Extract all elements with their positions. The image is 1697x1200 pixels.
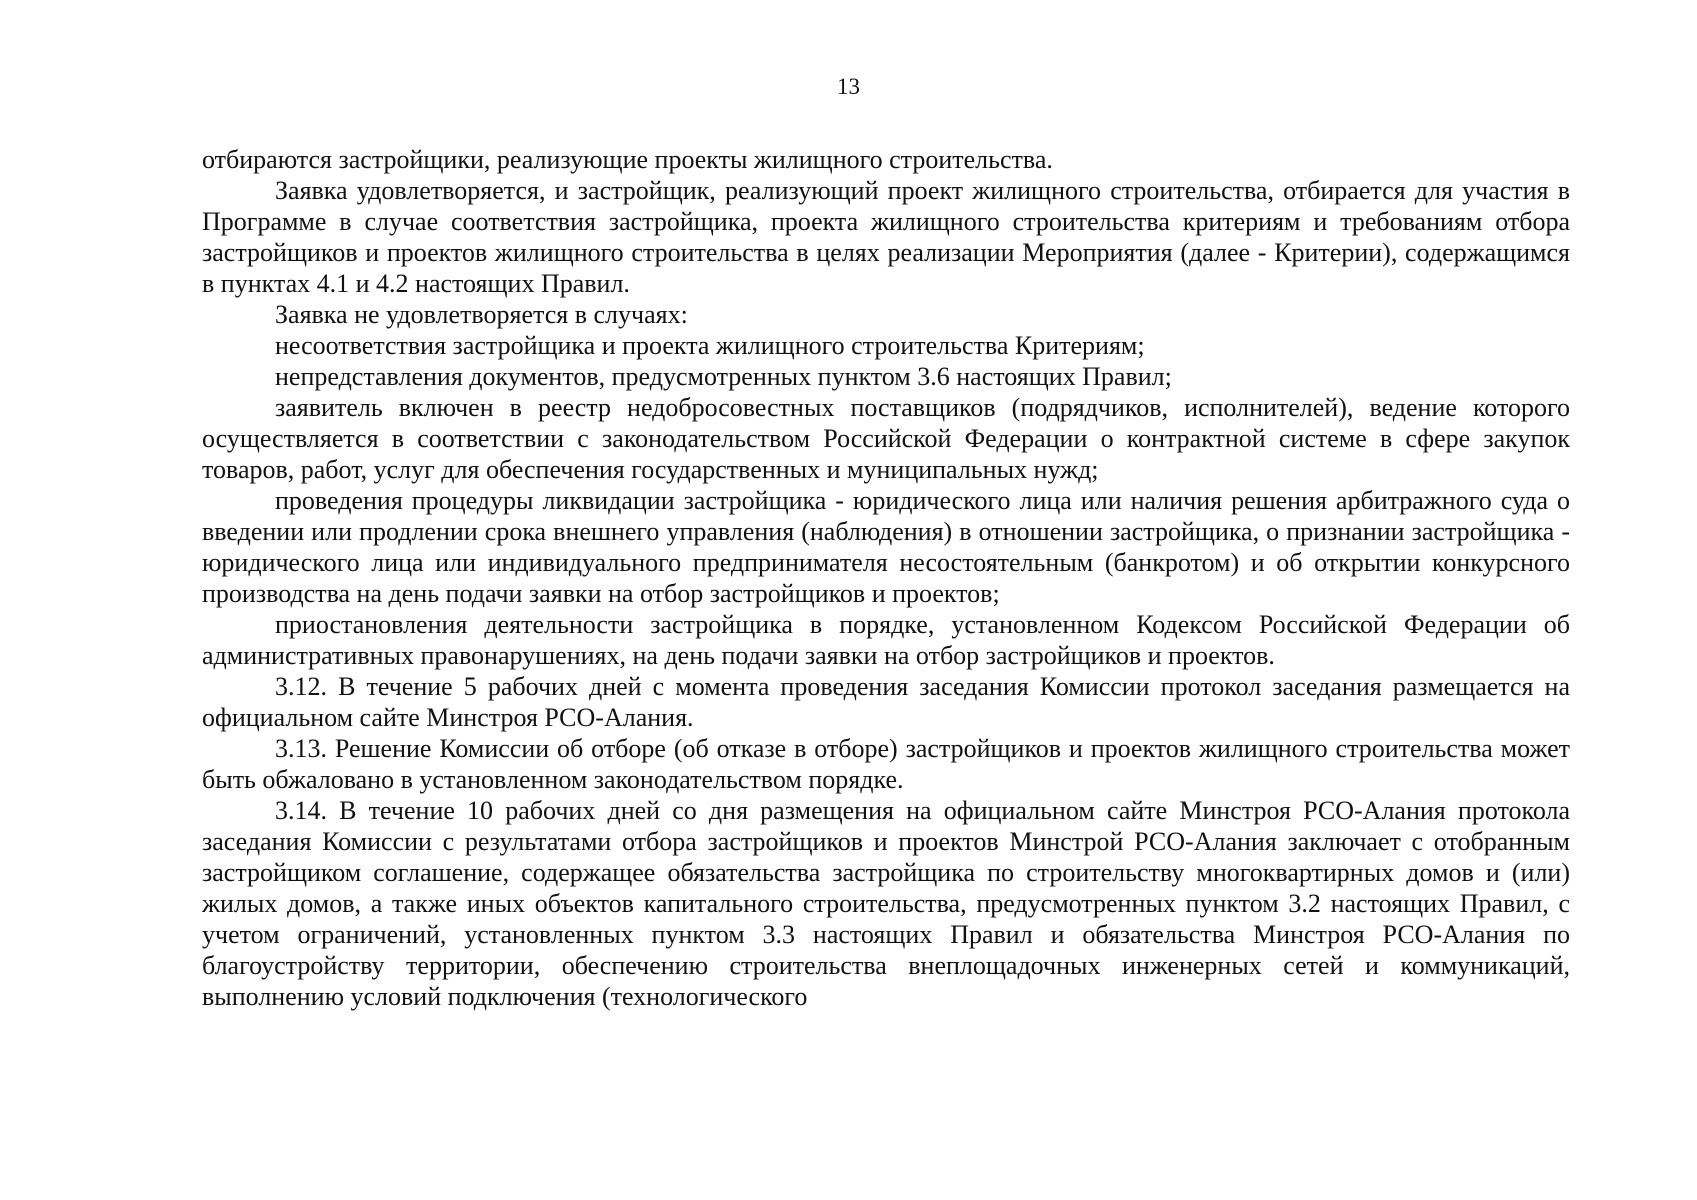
paragraph-application-approved: Заявка удовлетворяется, и застройщик, реализующий проект жилищного строительства, отбирается для участия в Программе в случае соответствия застройщика, проекта жилищного строительства критериям и требованиям отбора застройщиков и проектов жилищного строительства в целях реализации Мероприятия (далее - Критерии), содержащимся в пунктах 4.1 и 4.2 настоящих Правил. <box>202 176 1570 298</box>
paragraph-rejection-liquidation: проведения процедуры ликвидации застройщика - юридического лица или наличия решения арбитражного суда о введении или продлении срока внешнего управления (наблюдения) в отношении застройщика, о признании застройщика - юридического лица или индивидуального предпринимателя несостоятельным (банкротом) и об открытии конкурсного производства на день подачи заявки на отбор застройщиков и проектов; <box>202 486 1570 608</box>
paragraph-3-14: 3.14. В течение 10 рабочих дней со дня размещения на официальном сайте Минстроя РСО-Алания протокола заседания Комиссии с результатами отбора застройщиков и проектов Минстрой РСО-Алания заключает с отобранным застройщиком соглашение, содержащее обязательства застройщика по строительству многоквартирных домов и (или) жилых домов, а также иных объектов капитального строительства, предусмотренных пунктом 3.2 настоящих Правил, с учетом ограничений, установленных пунктом 3.3 настоящих Правил и обязательства Минстроя РСО-Алания по благоустройству территории, обеспечению строительства внеплощадочных инженерных сетей и коммуникаций, выполнению условий подключения (технологического <box>202 796 1570 1011</box>
paragraph-rejection-missing-documents: непредставления документов, предусмотренных пунктом 3.6 настоящих Правил; <box>275 362 1172 391</box>
paragraph-rejection-suspension: приостановления деятельности застройщика в порядке, установленном Кодексом Российской Федерации об административных правонарушениях, на день подачи заявки на отбор застройщиков и проектов. <box>202 610 1570 670</box>
page-number: 13 <box>837 74 860 99</box>
paragraph-continuation: отбираются застройщики, реализующие проекты жилищного строительства. <box>202 145 1053 174</box>
paragraph-3-13: 3.13. Решение Комиссии об отборе (об отказе в отборе) застройщиков и проектов жилищного строительства может быть обжаловано в установленном законодательством порядке. <box>202 734 1570 794</box>
document-body <box>202 144 1570 1012</box>
paragraph-3-12: 3.12. В течение 5 рабочих дней с момента проведения заседания Комиссии протокол заседания размещается на официальном сайте Минстроя РСО-Алания. <box>202 672 1570 732</box>
paragraph-rejection-unfair-suppliers: заявитель включен в реестр недобросовестных поставщиков (подрядчиков, исполнителей), ведение которого осуществляется в соответствии с законодательством Российской Федерации о контрактной системе в сфере закупок товаров, работ, услуг для обеспечения государственных и муниципальных нужд; <box>202 393 1570 484</box>
paragraph-rejection-criteria-mismatch: несоответствия застройщика и проекта жилищного строительства Критериям; <box>275 331 1145 360</box>
paragraph-application-rejected-cases: Заявка не удовлетворяется в случаях: <box>275 300 688 329</box>
